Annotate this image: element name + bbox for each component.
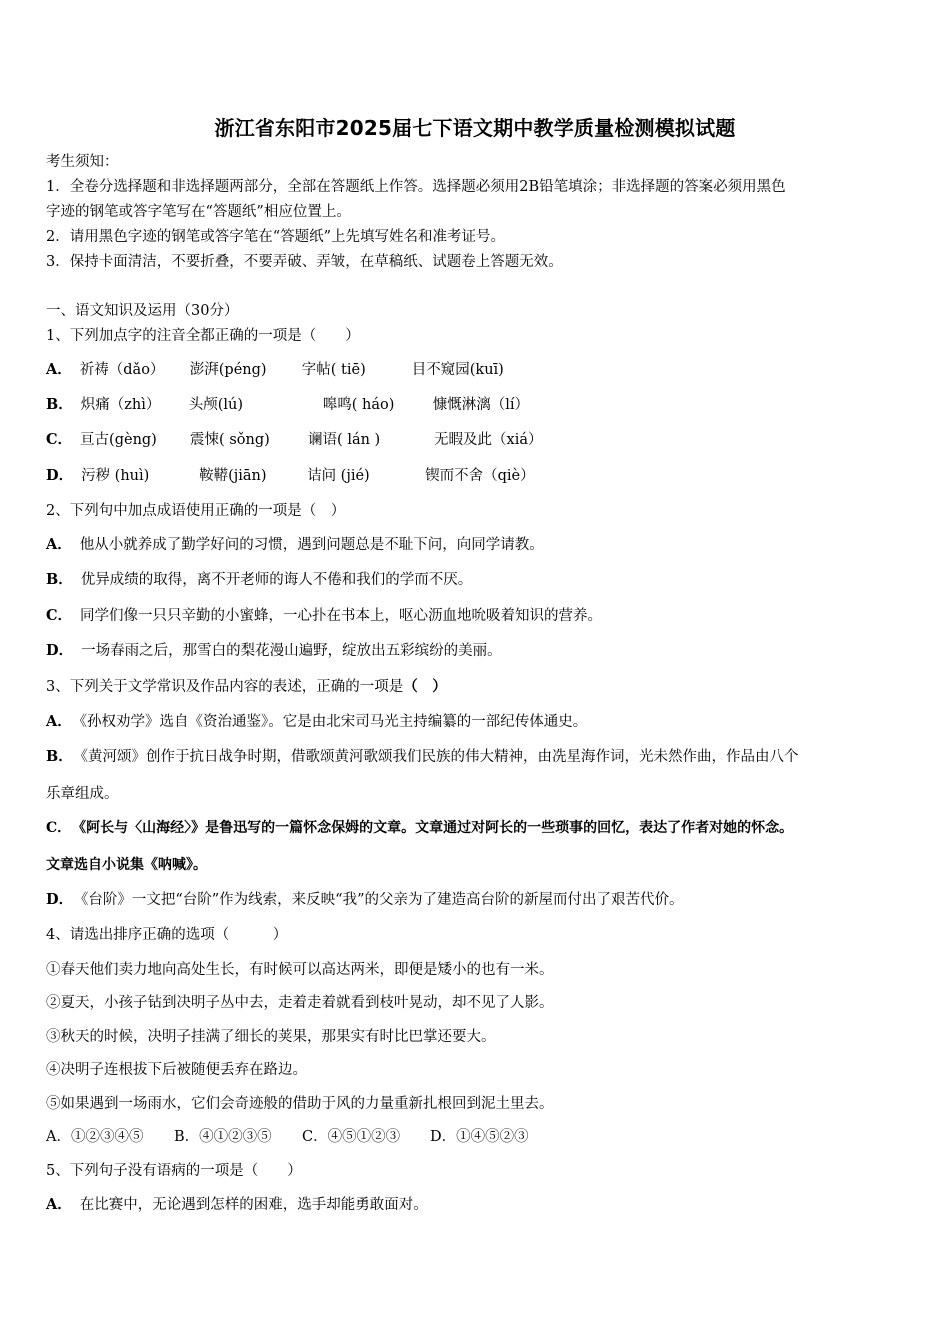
question-1-option-d[interactable]: D． 污秽 (huì) 鞍鞯(jiān) 诘问 (jié) 锲而不舍（qiè） [46,467,535,484]
question-3-option-a[interactable]: A． 《孙权劝学》选自《资治通鉴》。它是由北宋司马光主持编纂的一部纪传体通史。 [46,713,588,730]
notice-line-3: 3．保持卡面清洁，不要折叠，不要弄破、弄皱，在草稿纸、试题卷上答题无效。 [46,254,563,270]
question-3-option-c-cont: 文章选自小说集《呐喊》。 [46,857,207,873]
notice-line-1a: 1．全卷分选择题和非选择题两部分，全部在答题纸上作答。选择题必须用2B铅笔填涂；非选择题的答案必须用黑色 [46,179,786,195]
page-title: 浙江省东阳市2025届七下语文期中教学质量检测模拟试题 [214,116,736,140]
question-1-option-c[interactable]: C． 亘古(gèng) 震悚( sǒng) 谰语( lán ) 无暇及此（xiá） [46,431,543,448]
question-3-option-b-cont: 乐章组成。 [46,786,119,802]
notice-line-1b: 字迹的钢笔或答字笔写在“答题纸”相应位置上。 [46,204,351,220]
question-4-option-d[interactable]: D．①④⑤②③ [430,1129,529,1145]
question-3-option-c[interactable]: C． 《阿长与〈山海经〉》是鲁迅写的一篇怀念保姆的文章。文章通过对阿长的一些琐事的回忆，表达了作者对她的怀念。 [46,820,794,836]
question-3-option-d[interactable]: D． 《台阶》一文把“台阶”作为线索，来反映“我”的父亲为了建造高台阶的新屋而付出了艰苦代价。 [46,891,684,908]
question-3-option-b[interactable]: B． 《黄河颂》创作于抗日战争时期，借歌颂黄河歌颂我们民族的伟大精神，由冼星海作词，光未然作曲，作品由八个 [46,748,799,765]
question-2-option-b[interactable]: B． 优异成绩的取得，离不开老师的诲人不倦和我们的学而不厌。 [46,571,473,588]
question-1-option-b[interactable]: B． 炽痛（zhì） 头颅(lú) 嗥鸣( háo) 慷慨淋漓（lí） [46,396,530,413]
question-4-option-a[interactable]: A．①②③④⑤ [46,1129,144,1145]
question-4-sentence-1: ①春天他们卖力地向高处生长，有时候可以高达两米，即便是矮小的也有一米。 [46,962,554,978]
question-4-stem: 4、请选出排序正确的选项（ ） [46,927,288,943]
question-1-option-a[interactable]: A． 祈祷（dǎo） 澎湃(péng) 字帖( tiē) 目不窥园(kuī) [46,361,504,378]
question-4-sentence-2: ②夏天，小孩子钻到决明子丛中去，走着走着就看到枝叶晃动，却不见了人影。 [46,995,554,1011]
question-4-option-b[interactable]: B．④①②③⑤ [174,1129,272,1145]
question-4-option-c[interactable]: C．④⑤①②③ [302,1129,401,1145]
section-heading: 一、语文知识及运用（30分） [46,303,239,319]
question-4-options [46,1127,529,1147]
notice-heading: 考生须知： [46,154,119,170]
question-4-sentence-5: ⑤如果遇到一场雨水，它们会奇迹般的借助于风的力量重新扎根回到泥土里去。 [46,1096,554,1112]
question-5-stem: 5、下列句子没有语病的一项是（ ） [46,1163,302,1179]
notice-line-2: 2．请用黑色字迹的钢笔或答字笔在“答题纸”上先填写姓名和准考证号。 [46,229,506,245]
question-2-stem: 2、下列句中加点成语使用正确的一项是（ ） [46,503,346,519]
question-4-sentence-3: ③秋天的时候，决明子挂满了细长的荚果，那果实有时比巴掌还要大。 [46,1029,496,1045]
question-2-option-c[interactable]: C． 同学们像一只只辛勤的小蜜蜂，一心扑在书本上，呕心沥血地吮吸着知识的营养。 [46,607,603,624]
question-3-stem: 3、下列关于文学常识及作品内容的表述，正确的一项是（ ） [46,678,447,695]
question-1-stem: 1、下列加点字的注音全都正确的一项是（ ） [46,328,360,344]
question-2-option-d[interactable]: D． 一场春雨之后，那雪白的梨花漫山遍野，绽放出五彩缤纷的美丽。 [46,642,502,659]
question-5-option-a[interactable]: A． 在比赛中，无论遇到怎样的困难，选手却能勇敢面对。 [46,1196,428,1213]
question-4-sentence-4: ④决明子连根拔下后被随便丢弃在路边。 [46,1062,307,1078]
question-2-option-a[interactable]: A． 他从小就养成了勤学好问的习惯，遇到问题总是不耻下问，向同学请教。 [46,536,544,553]
